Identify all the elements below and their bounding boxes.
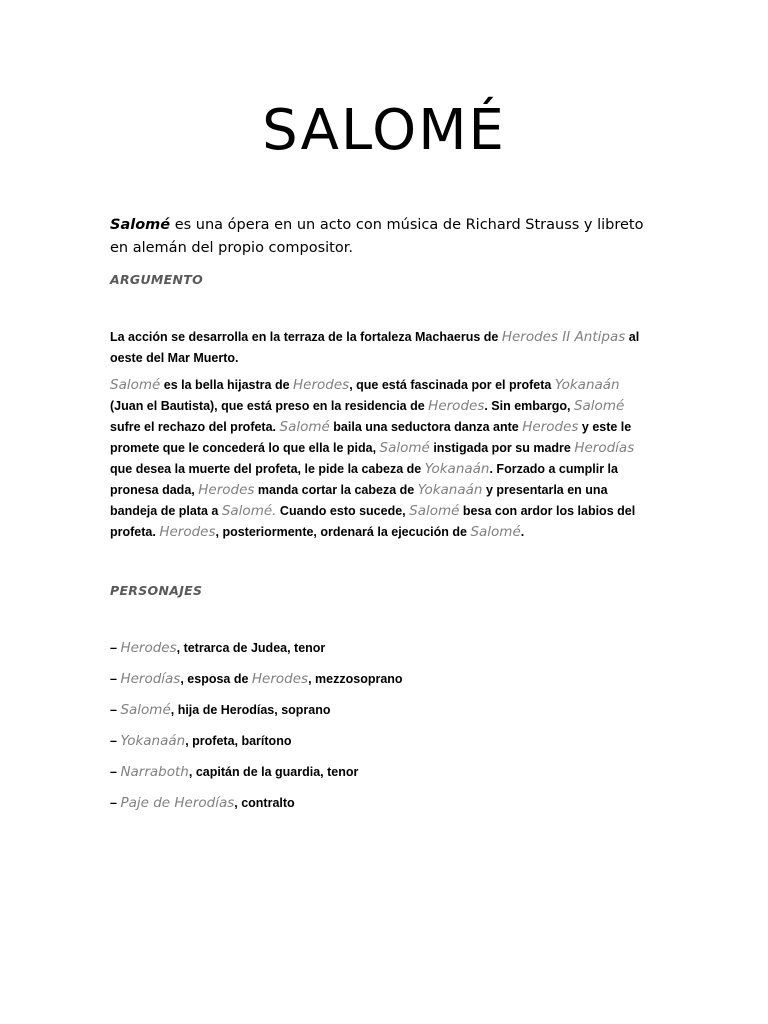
character-name: Yokanaán <box>554 377 620 393</box>
text-run: y presentarla en una bandeja de plata a <box>110 483 608 518</box>
text-run: – <box>110 765 121 779</box>
text-run: La acción se desarrolla en la terraza de la fortaleza Machaerus de <box>110 330 502 344</box>
character-name: Yokanaán <box>120 733 186 749</box>
intro-paragraph <box>110 214 655 260</box>
character-item <box>110 638 655 669</box>
character-item <box>110 700 655 731</box>
character-name: Salomé <box>120 702 171 718</box>
character-item <box>110 793 655 824</box>
text-run: – <box>110 641 121 655</box>
character-name: Paje de Herodías <box>120 795 235 811</box>
character-name: Herodías <box>574 440 635 456</box>
text-run: , capitán de la guardia, tenor <box>188 765 359 779</box>
setting-paragraph <box>110 327 655 369</box>
character-name: Yokanaán <box>424 461 490 477</box>
character-name: Salomé <box>379 440 430 456</box>
heading-argumento: ARGUMENTO <box>110 272 204 287</box>
text-run: baila una seductora danza ante <box>329 420 523 434</box>
text-run: Cuando esto sucede, <box>276 504 410 518</box>
character-name: Salomé <box>573 398 625 414</box>
text-run: – <box>110 672 121 686</box>
text-run: instigada por su madre <box>429 441 575 455</box>
text-run: – <box>110 734 121 748</box>
character-name: Salomé <box>110 377 161 393</box>
text-run: y este le promete que le concederá lo que ella le pida, <box>110 420 632 455</box>
text-run: – <box>110 703 121 717</box>
text-run: , contralto <box>234 796 295 810</box>
text-run: besa con ardor los labios del profeta. <box>110 504 636 539</box>
heading-personajes: PERSONAJES <box>110 583 203 598</box>
character-name: Herodes <box>120 640 177 656</box>
text-run: . Sin embargo, <box>484 399 574 413</box>
text-run: es la bella hijastra de <box>160 378 294 392</box>
text-run: , hija de Herodías, soprano <box>170 703 331 717</box>
character-list <box>110 638 655 824</box>
text-run: sufre el rechazo del profeta. <box>110 420 280 434</box>
character-name: Herodes II Antipas <box>501 329 626 345</box>
character-name: Salomé <box>409 503 460 519</box>
text-run: , tetrarca de Judea, tenor <box>176 641 326 655</box>
character-name: Salomé. <box>221 503 277 519</box>
character-item <box>110 762 655 793</box>
page-title: SALOMÉ <box>262 98 506 163</box>
character-name: Herodes <box>293 377 350 393</box>
character-name: Herodes <box>251 671 309 687</box>
text-run: , profeta, barítono <box>185 734 292 748</box>
character-name: Herodes <box>428 398 485 414</box>
text-run: – <box>110 796 121 810</box>
text-run: que desea la muerte del profeta, le pide la cabeza de <box>110 462 425 476</box>
text-run: , mezzosoprano <box>308 672 403 686</box>
character-name: Herodes <box>198 482 255 498</box>
character-item <box>110 669 655 700</box>
text-run: al oeste del Mar Muerto. <box>110 330 640 365</box>
text-run: (Juan el Bautista), que está preso en la residencia de <box>110 399 429 413</box>
text-run: , esposa de <box>180 672 252 686</box>
character-name: Herodes <box>159 524 216 540</box>
text-run: , posteriormente, ordenará la ejecución de <box>215 525 471 539</box>
plot-paragraph <box>110 375 655 543</box>
text-run: . <box>520 525 525 539</box>
character-name: Salomé <box>470 524 521 540</box>
text-run: manda cortar la cabeza de <box>254 483 418 497</box>
character-name: Salomé <box>279 419 330 435</box>
character-item <box>110 731 655 762</box>
character-name: Narraboth <box>120 764 189 780</box>
text-run: , que está fascinada por el profeta <box>349 378 555 392</box>
intro-lead: Salomé <box>110 217 171 233</box>
character-name: Herodes <box>522 419 579 435</box>
character-name: Yokanaán <box>417 482 483 498</box>
character-name: Herodías <box>120 671 181 687</box>
text-run: . Forzado a cumplir la pronesa dada, <box>110 462 618 497</box>
intro-text: es una ópera en un acto con música de Richard Strauss y libreto en alemán del propio compositor. <box>110 217 644 256</box>
